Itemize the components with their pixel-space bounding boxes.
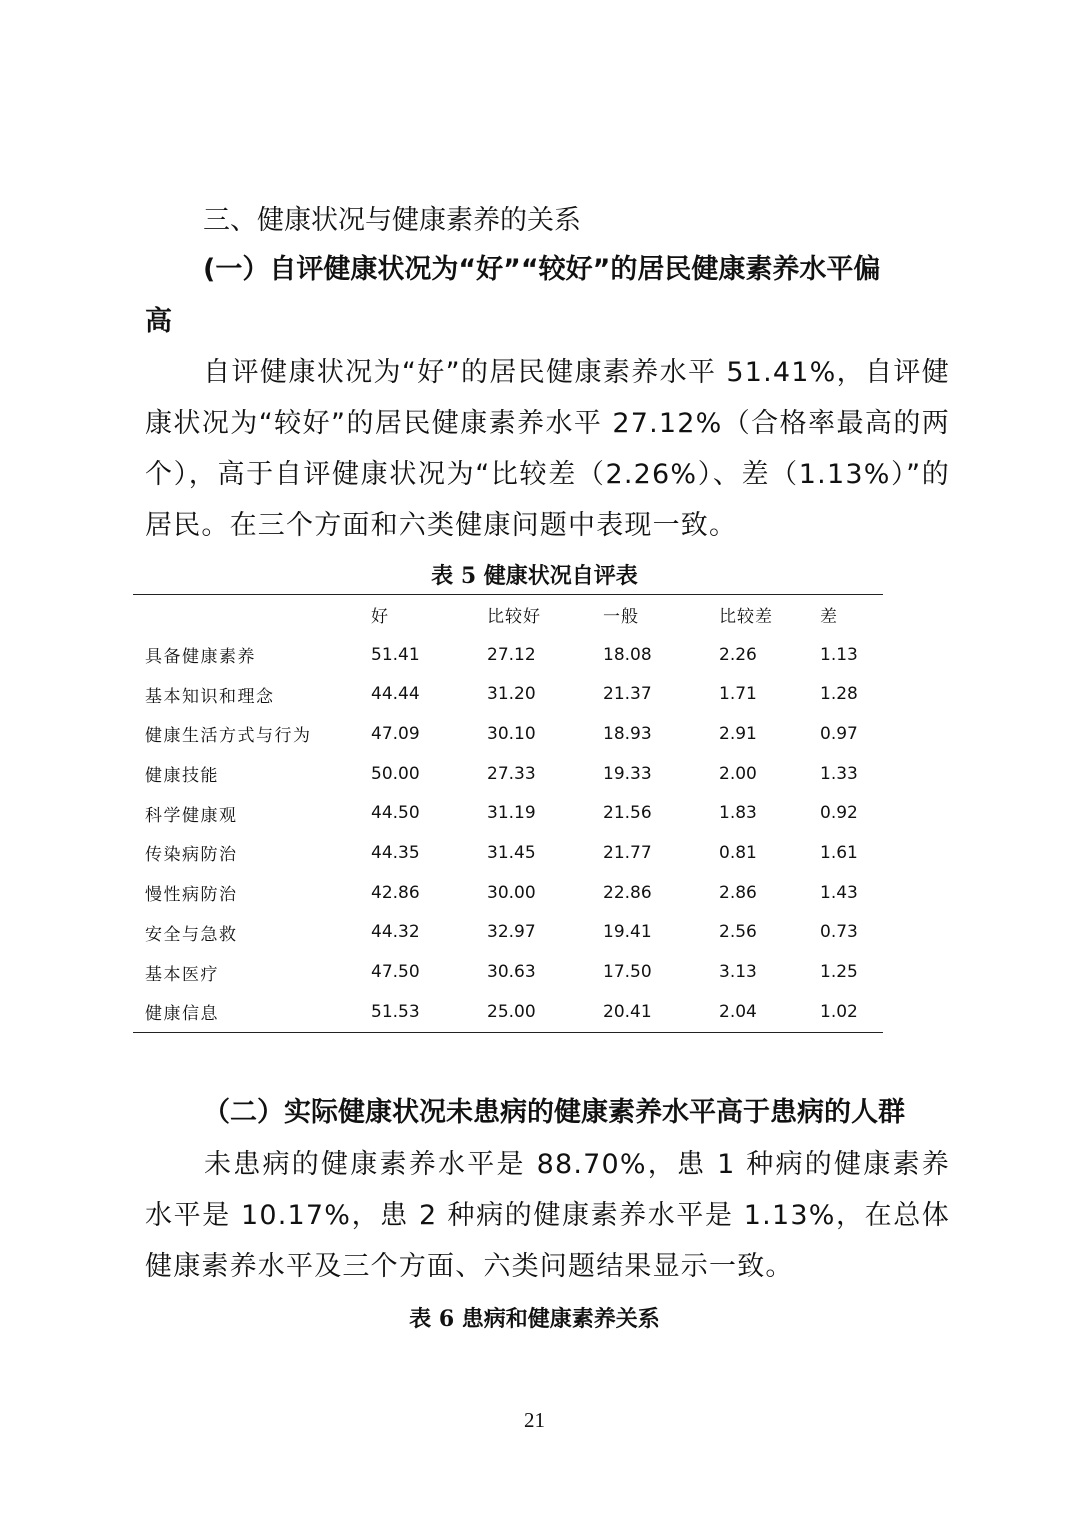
table-cell: 1.02: [820, 1001, 858, 1022]
table-5: [133, 594, 883, 1033]
table-cell: 2.04: [719, 1001, 757, 1022]
column-header: 比较好: [487, 607, 541, 628]
table-cell: 21.77: [603, 842, 652, 863]
row-label: 健康技能: [145, 766, 219, 787]
subsection-1-title-line-1: (一）自评健康状况为“好”“较好”的居民健康素养水平偏: [203, 254, 881, 285]
section-heading: 三、健康状况与健康素养的关系: [203, 205, 581, 236]
table-cell: 17.50: [603, 962, 652, 983]
table-cell: 31.19: [487, 803, 536, 824]
table-cell: 2.00: [719, 763, 757, 784]
column-header: 好: [371, 607, 389, 628]
table-cell: 50.00: [371, 763, 420, 784]
table-row: [133, 873, 883, 913]
table-cell: 3.13: [719, 962, 757, 983]
row-label: 具备健康素养: [145, 647, 256, 668]
table-cell: 27.33: [487, 763, 536, 784]
table-cell: 18.93: [603, 723, 652, 744]
table-row: [133, 635, 883, 675]
table-cell: 0.73: [820, 922, 858, 943]
column-header: 一般: [603, 607, 639, 628]
table-header-row: [133, 595, 883, 635]
row-label: 健康信息: [145, 1004, 219, 1025]
table-cell: 1.71: [719, 684, 757, 705]
table-cell: 2.91: [719, 723, 757, 744]
page-number: 21: [524, 1408, 545, 1432]
column-header: 差: [820, 607, 838, 628]
table-row: [133, 674, 883, 714]
paragraph-1-text: 自评健康状况为“好”的居民健康素养水平 51.41%，自评健康状况为“较好”的居民健康素养水平 27.12%（合格率最高的两个），高于自评健康状况为“比较差（2.26%）、差（1.13%）”的居民。在三个方面和六类健康问题中表现一致。: [145, 357, 950, 541]
table-cell: 47.50: [371, 962, 420, 983]
row-label: 科学健康观: [145, 805, 238, 826]
table-cell: 51.41: [371, 644, 420, 665]
subsection-1-title-line-2: 高: [145, 306, 172, 337]
subsection-2-title: （二）实际健康状况未患病的健康素养水平高于患病的人群: [203, 1097, 905, 1128]
table-cell: 44.44: [371, 684, 420, 705]
table-cell: 0.92: [820, 803, 858, 824]
table-cell: 1.61: [820, 842, 858, 863]
table-cell: 44.35: [371, 842, 420, 863]
table-cell: 1.13: [820, 644, 858, 665]
paragraph-1: [145, 347, 950, 551]
table-row: [133, 754, 883, 794]
table-cell: 32.97: [487, 922, 536, 943]
table-cell: 18.08: [603, 644, 652, 665]
table-cell: 21.37: [603, 684, 652, 705]
row-label: 基本知识和理念: [145, 686, 275, 707]
table-cell: 21.56: [603, 803, 652, 824]
table-cell: 30.63: [487, 962, 536, 983]
table-row: [133, 833, 883, 873]
table-cell: 0.81: [719, 842, 757, 863]
subsection-2-heading: [145, 1087, 950, 1139]
table-cell: 19.41: [603, 922, 652, 943]
table-cell: 25.00: [487, 1001, 536, 1022]
paragraph-2: [145, 1139, 950, 1292]
table-cell: 27.12: [487, 644, 536, 665]
table-cell: 30.10: [487, 723, 536, 744]
table-cell: 31.20: [487, 684, 536, 705]
row-label: 健康生活方式与行为: [145, 726, 312, 747]
table-cell: 51.53: [371, 1001, 420, 1022]
row-label: 慢性病防治: [145, 885, 238, 906]
table-row: [133, 992, 883, 1032]
table-cell: 1.25: [820, 962, 858, 983]
row-label: 传染病防治: [145, 845, 238, 866]
subsection-1-heading: [145, 244, 950, 348]
table-cell: 1.43: [820, 882, 858, 903]
table-cell: 44.50: [371, 803, 420, 824]
table-row: [133, 793, 883, 833]
table-cell: 19.33: [603, 763, 652, 784]
paragraph-2-text: 未患病的健康素养水平是 88.70%，患 1 种病的健康素养水平是 10.17%，患 2 种病的健康素养水平是 1.13%，在总体健康素养水平及三个方面、六类问题结果显示一致。: [145, 1149, 950, 1282]
table-row: [133, 714, 883, 754]
table-row: [133, 913, 883, 953]
table-row: [133, 952, 883, 992]
table-cell: 2.56: [719, 922, 757, 943]
table-5-caption: 表 5 健康状况自评表: [431, 563, 638, 589]
table-cell: 2.86: [719, 882, 757, 903]
table-cell: 22.86: [603, 882, 652, 903]
table-cell: 44.32: [371, 922, 420, 943]
column-header: 比较差: [719, 607, 773, 628]
table-6-caption: 表 6 患病和健康素养关系: [409, 1306, 660, 1332]
column-header: [133, 595, 371, 635]
table-cell: 31.45: [487, 842, 536, 863]
table-cell: 42.86: [371, 882, 420, 903]
table-cell: 47.09: [371, 723, 420, 744]
row-label: 安全与急救: [145, 924, 238, 945]
table-cell: 30.00: [487, 882, 536, 903]
table-cell: 20.41: [603, 1001, 652, 1022]
table-cell: 2.26: [719, 644, 757, 665]
table-cell: 1.83: [719, 803, 757, 824]
table-cell: 0.97: [820, 723, 858, 744]
row-label: 基本医疗: [145, 964, 219, 985]
table-cell: 1.33: [820, 763, 858, 784]
table-cell: 1.28: [820, 684, 858, 705]
